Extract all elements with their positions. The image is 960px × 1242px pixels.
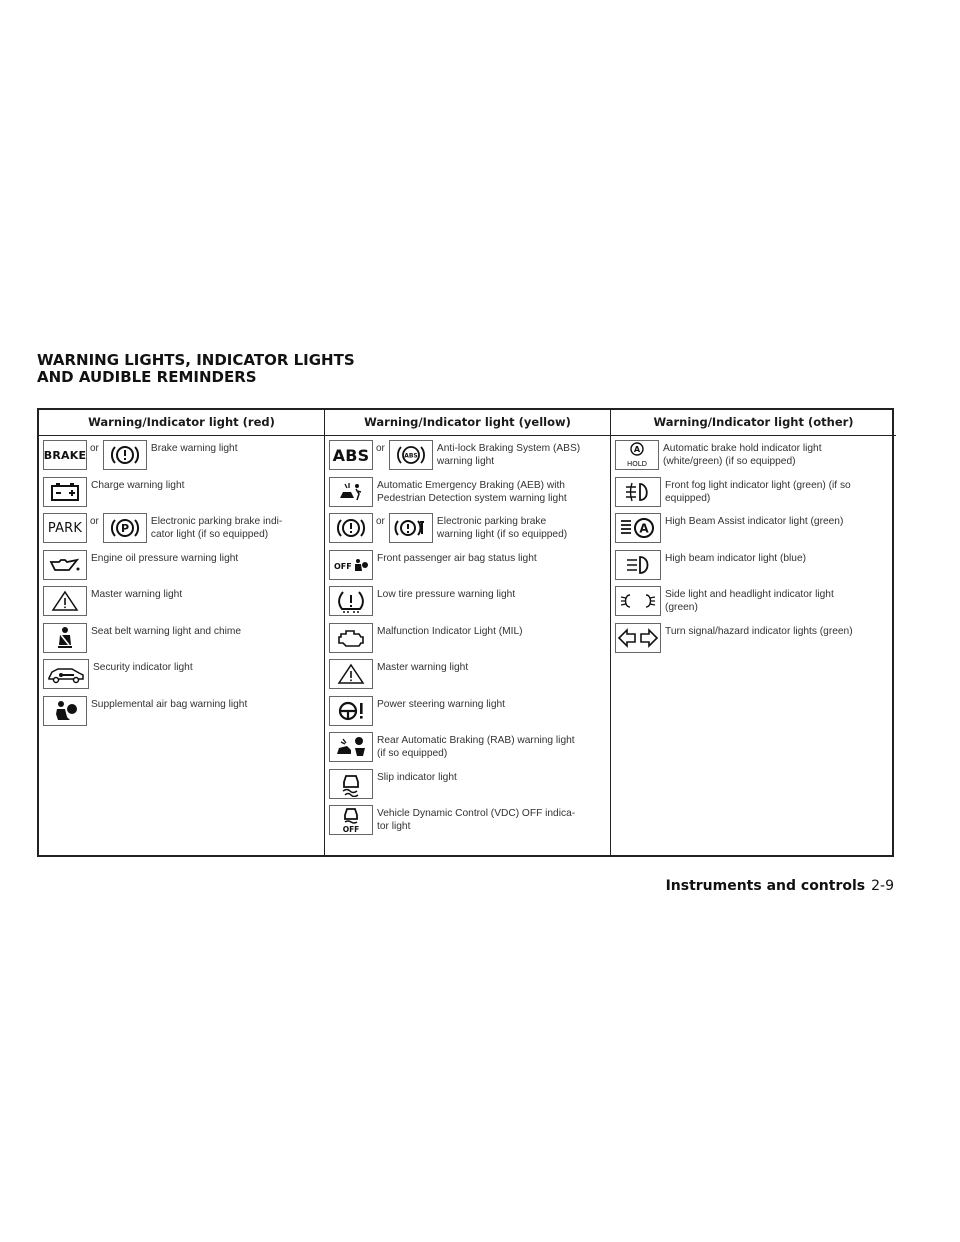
column-heading-yellow: Warning/Indicator light (yellow)	[324, 410, 610, 436]
warning-triangle-icon	[43, 586, 87, 616]
column-yellow	[324, 436, 610, 855]
list-item	[325, 477, 610, 514]
light-description: Automatic brake hold indicator light (white/green) (if so equipped)	[663, 443, 822, 467]
column-heading-red: Warning/Indicator light (red)	[39, 410, 324, 436]
light-description: Brake warning light	[150, 443, 238, 454]
column-red	[39, 436, 324, 855]
list-item: BRAKE or Brake warning light	[39, 440, 324, 477]
airbag-off-label: OFF	[334, 561, 352, 571]
car-key-icon	[43, 659, 89, 689]
turn-signal-arrows-icon	[615, 623, 661, 653]
list-item	[39, 477, 324, 514]
column-other	[610, 436, 896, 855]
parking-brake-circle-exclamation-icon	[329, 513, 373, 543]
warning-lights-table	[37, 408, 894, 857]
list-item	[39, 586, 324, 623]
light-description: Rear Automatic Braking (RAB) warning light (if so equipped)	[377, 735, 575, 759]
light-description: Security indicator light	[93, 662, 193, 673]
abs-circle-icon	[389, 440, 433, 470]
tire-pressure-icon	[329, 586, 373, 616]
parking-brake-circle-p-icon	[103, 513, 147, 543]
page-footer	[666, 878, 894, 894]
list-item	[39, 623, 324, 660]
list-item: ABS or ABS Anti-lock Braking System (ABS) warning light	[325, 440, 610, 477]
brake-text-icon: BRAKE	[43, 440, 87, 470]
aeb-pedestrian-icon	[329, 477, 373, 507]
power-steering-icon	[329, 696, 373, 726]
list-item	[325, 769, 610, 806]
page-number: 2-9	[871, 878, 894, 894]
abs-circle-label: ABS	[404, 452, 418, 460]
light-description: Master warning light	[91, 589, 183, 600]
list-item: PARK or P Electronic parking brake indi- cator light (if so equipped)	[39, 513, 324, 550]
abs-text-icon: ABS	[329, 440, 373, 470]
footer-section-name: Instruments and controls	[665, 878, 866, 894]
light-description: Low tire pressure warning light	[377, 589, 516, 600]
list-item	[611, 623, 896, 660]
list-item	[325, 659, 610, 696]
light-description: Front passenger air bag status light	[377, 552, 537, 564]
light-description: Supplemental air bag warning light	[91, 698, 248, 710]
light-description: Master warning light	[377, 662, 469, 673]
parking-brake-wrench-icon	[389, 513, 433, 543]
rear-braking-icon	[329, 732, 373, 762]
list-item: or Electronic parking brake warning light (if so equipped)	[325, 513, 610, 550]
brake-circle-exclamation-icon	[103, 440, 147, 470]
high-beam-icon	[615, 550, 661, 580]
vdc-off-label: OFF	[342, 825, 360, 834]
list-item	[611, 440, 896, 477]
column-heading-other: Warning/Indicator light (other)	[610, 410, 896, 436]
light-description: Charge warning light	[91, 479, 185, 491]
passenger-airbag-off-icon	[329, 550, 373, 580]
seat-belt-icon	[43, 623, 87, 653]
front-fog-light-icon	[615, 477, 661, 507]
list-item	[325, 550, 610, 587]
light-description: Turn signal/hazard indicator lights (green)	[665, 625, 853, 637]
list-item	[611, 586, 896, 623]
light-description: Side light and headlight indicator light (green)	[665, 589, 834, 613]
light-description: Front fog light indicator light (green) (if so equipped)	[665, 479, 851, 504]
list-item	[325, 732, 610, 769]
light-description: High Beam Assist indicator light (green)	[665, 516, 844, 527]
list-item	[325, 623, 610, 660]
list-item	[325, 696, 610, 733]
list-item	[611, 477, 896, 514]
brake-hold-a-label: A	[633, 445, 641, 454]
list-item	[39, 696, 324, 733]
light-description: Slip indicator light	[377, 771, 457, 783]
list-item	[39, 659, 324, 696]
high-beam-assist-icon	[615, 513, 661, 543]
light-description: Electronic parking brake warning light (if so equipped)	[436, 516, 568, 540]
light-description: Electronic parking brake indi- cator light (if so equipped)	[150, 516, 283, 540]
warning-triangle-icon	[329, 659, 373, 689]
svg-text:P: P	[120, 522, 129, 535]
brake-hold-icon	[615, 440, 659, 470]
light-description: High beam indicator light (blue)	[665, 552, 806, 564]
list-item	[611, 550, 896, 587]
brake-hold-label: HOLD	[626, 460, 648, 468]
vdc-off-icon	[329, 805, 373, 835]
side-light-icon	[615, 586, 661, 616]
light-description: Engine oil pressure warning light	[91, 552, 239, 564]
slip-car-icon	[329, 769, 373, 799]
high-beam-assist-a-label: A	[639, 521, 649, 536]
park-text-icon: PARK	[43, 513, 87, 543]
light-description: Vehicle Dynamic Control (VDC) OFF indica- tor light	[377, 808, 576, 832]
engine-icon	[329, 623, 373, 653]
list-item	[39, 550, 324, 587]
list-item	[325, 586, 610, 623]
section-title: WARNING LIGHTS, INDICATOR LIGHTS AND AUDIBLE REMINDERS	[37, 351, 355, 386]
light-description: Malfunction Indicator Light (MIL)	[377, 625, 523, 637]
list-item	[611, 513, 896, 550]
light-description: Seat belt warning light and chime	[91, 625, 242, 637]
light-description: Power steering warning light	[377, 698, 505, 710]
list-item	[325, 805, 610, 842]
airbag-icon	[43, 696, 87, 726]
oil-can-icon	[43, 550, 87, 580]
battery-icon	[43, 477, 87, 507]
light-description: Anti-lock Braking System (ABS) warning light	[436, 443, 581, 467]
light-description: Automatic Emergency Braking (AEB) with Pedestrian Detection system warning light	[377, 479, 567, 504]
